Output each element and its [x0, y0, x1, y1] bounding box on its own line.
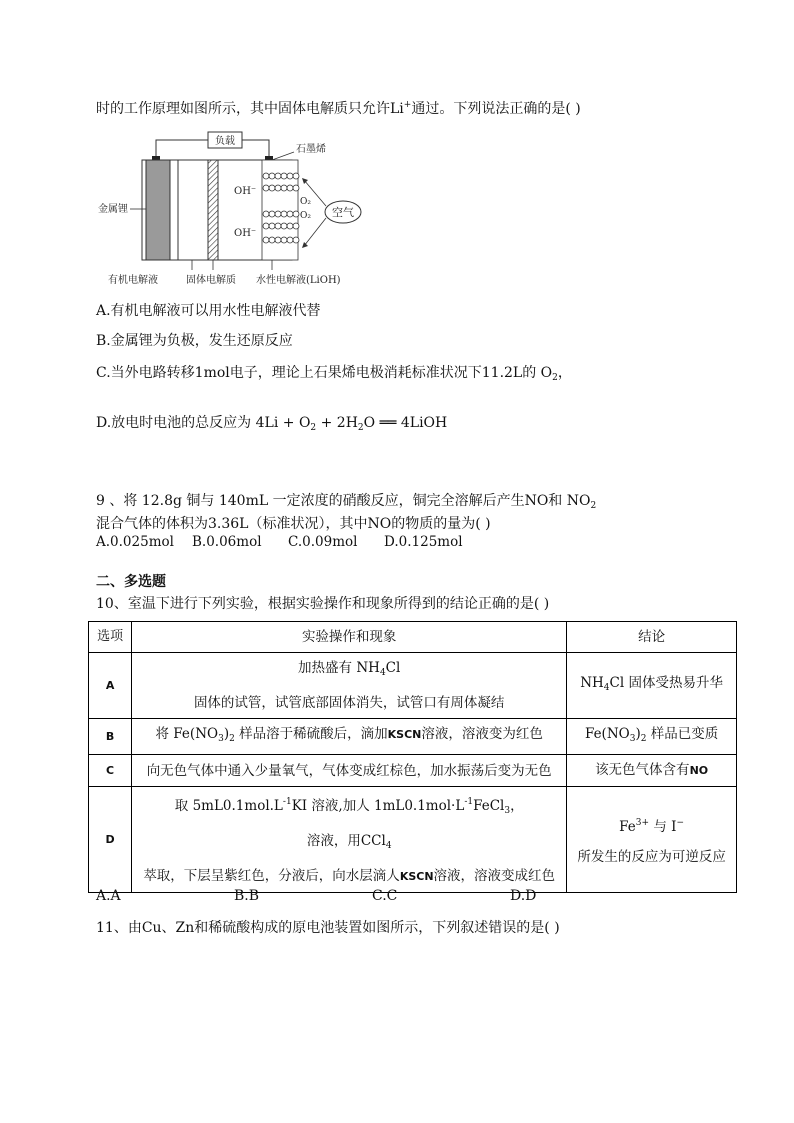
header-conclusion: 结论	[567, 622, 737, 653]
air-label: 空气	[332, 206, 354, 219]
graphene-label: 石墨烯	[296, 144, 326, 155]
section-multi-choice-heading: 二、多选题	[96, 574, 166, 590]
q10-option-a: A.A	[96, 888, 121, 904]
q9-stem-line1: 9 、将 12.8g 铜与 140mL 一定浓度的硝酸反应，铜完全溶解后产生NO和 $NO_2$	[96, 493, 597, 511]
q9-stem-line2: 混合气体的体积为3.36L（标准状况），其中NO的物质的量为( )	[96, 516, 491, 532]
header-operation: 实验操作和现象	[132, 622, 567, 653]
q10-options	[96, 888, 536, 904]
q9-option-a: A.0.025mol	[96, 534, 174, 550]
table-row	[89, 653, 737, 719]
q9-option-c: C.0.09mol	[288, 534, 358, 550]
header-option: 选项	[89, 622, 132, 653]
table-row	[89, 755, 737, 787]
q9-options	[96, 534, 463, 550]
row-label: D	[89, 787, 132, 893]
q9-option-b: B.0.06mol	[192, 534, 262, 550]
row-label: B	[89, 719, 132, 755]
lithium-metal	[146, 160, 170, 260]
row-conclusion: 该无色气体含有NO	[567, 755, 737, 787]
metal-label: 金属锂	[98, 204, 128, 215]
q10-table	[88, 621, 737, 893]
q10-option-d: D.D	[510, 888, 537, 904]
row-conclusion: $Fe^{3+}$ 与 I− 所发生的反应为可逆反应	[567, 787, 737, 893]
aqueous-label: 水性电解液(LiOH)	[256, 275, 341, 286]
table-header-row	[89, 622, 737, 653]
q11-stem: 11、由Cu、Zn和稀硫酸构成的原电池装置如图所示，下列叙述错误的是( )	[96, 920, 560, 936]
o2-label-top: O₂	[300, 197, 311, 207]
q8-option-c: C.当外电路转移1mol电子，理论上石果烯电极消耗标准状况下11.2L的 $O_2$，	[96, 365, 572, 383]
row-label: A	[89, 653, 132, 719]
solid-label: 固体电解质	[186, 275, 236, 286]
row-label: C	[89, 755, 132, 787]
q9-option-d: D.0.125mol	[384, 534, 463, 550]
q10-option-b: B.B	[234, 888, 260, 904]
organic-label: 有机电解液	[108, 275, 158, 286]
row-operation: 加热盛有 $NH_4Cl$ 固体的试管，试管底部固体消失，试管口有周体凝结	[132, 653, 567, 719]
oh-label-top: OH⁻	[234, 186, 257, 197]
o2-label-bottom: O₂	[300, 211, 311, 221]
q8-stem: 时的工作原理如图所示，其中固体电解质只允许Li+通过。下列说法正确的是( )	[96, 100, 581, 117]
table-row	[89, 787, 737, 893]
graphene-electrode	[262, 160, 299, 260]
q10-option-c: C.C	[372, 888, 398, 904]
row-conclusion: $Fe(NO_3)_2$ 样品已变质	[567, 719, 737, 755]
row-conclusion: $NH_4Cl$ 固体受热易升华	[567, 653, 737, 719]
table-row	[89, 719, 737, 755]
q8-option-b: B.金属锂为负极，发生还原反应	[96, 333, 293, 349]
q8-option-a: A.有机电解液可以用水性电解液代替	[96, 303, 321, 319]
q10-stem: 10、室温下进行下列实验，根据实验操作和现象所得到的结论正确的是( )	[96, 596, 550, 612]
row-operation: 向无色气体中通入少量氧气，气体变成红棕色，加水振荡后变为无色	[132, 755, 567, 787]
solid-electrolyte	[208, 160, 218, 260]
battery-diagram	[96, 128, 366, 292]
oh-label-bottom: OH⁻	[234, 228, 257, 239]
load-label: 负载	[215, 136, 235, 147]
row-operation: 将 $Fe(NO_3)_2$ 样品溶于稀硫酸后，滴加KSCN溶液，溶液变为红色	[132, 719, 567, 755]
q8-option-d: D.放电时电池的总反应为 $4Li + O_2 + 2H_2O$ ══ 4LiOH	[96, 415, 448, 433]
row-operation: 取 $5mL0.1mol.L^{-1}KI$ 溶液,加人 $1mL0.1mol\cdot L^{-1}FeCl_3$， 溶液，用CCl$_4$ 萃取，下层呈紫红色，分液后，向水层滴人KSCN溶液，溶液变成红色	[132, 787, 567, 893]
